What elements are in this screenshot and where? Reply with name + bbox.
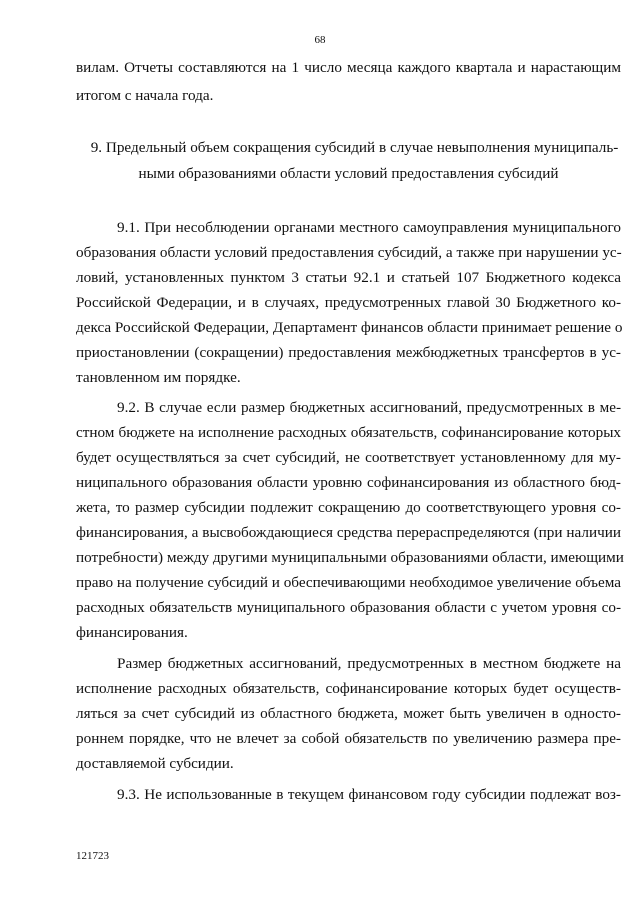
paragraph-9-2-line: стном бюджете на исполнение расходных обязательств, софинансирование которых (76, 424, 621, 441)
paragraph-size-line: ляться за счет субсидий из областного бюджета, может быть увеличен в односто- (76, 705, 621, 722)
paragraph-9-1-line: образования области условий предоставления субсидий, а также при нарушении ус- (76, 244, 622, 261)
paragraph-9-2-line: финансирования. (76, 624, 188, 641)
paragraph-9-2-line: право на получение субсидий и обеспечивающими необходимое увеличение объема (76, 574, 621, 591)
paragraph-size-line: доставляемой субсидии. (76, 755, 234, 772)
paragraph-9-2-line: финансирования, а высвобождающиеся средства перераспределяются (при наличии (76, 524, 621, 541)
section-heading-line: ными образованиями области условий предоставления субсидий (138, 165, 559, 182)
document-code: 121723 (76, 850, 109, 862)
paragraph-size-line: роннем порядке, что не влечет за собой обязательств по увеличению размера пре- (76, 730, 621, 747)
intro-line: итогом с начала года. (76, 87, 214, 104)
paragraph-9-2-line: жета, то размер субсидии подлежит сокращению до соответствующего уровня со- (76, 499, 621, 516)
page-number: 68 (314, 34, 326, 46)
paragraph-9-1-line: приостановлении (сокращении) предоставления межбюджетных трансфертов в ус- (76, 344, 621, 361)
paragraph-9-2-line: 9.2. В случае если размер бюджетных ассигнований, предусмотренных в ме- (117, 399, 621, 416)
paragraph-9-2-line: расходных обязательств муниципального образования области с учетом уровня со- (76, 599, 621, 616)
paragraph-9-3-line: 9.3. Не использованные в текущем финансовом году субсидии подлежат воз- (117, 786, 621, 803)
paragraph-9-1-line: ловий, установленных пунктом 3 статьи 92.1 и статьей 107 Бюджетного кодекса (76, 269, 621, 286)
paragraph-9-1-line: тановленном им порядке. (76, 369, 241, 386)
paragraph-9-1-line: Российской Федерации, и в случаях, предусмотренных главой 30 Бюджетного ко- (76, 294, 621, 311)
paragraph-9-1-line: декса Российской Федерации, Департамент финансов области принимает решение о (76, 319, 623, 336)
paragraph-size-line: исполнение расходных обязательств, софинансирование которых будет осуществ- (76, 680, 621, 697)
section-heading-line: 9. Предельный объем сокращения субсидий в случае невыполнения муниципаль- (90, 139, 619, 156)
paragraph-9-1-line: 9.1. При несоблюдении органами местного самоуправления муниципального (117, 219, 621, 236)
paragraph-size-line: Размер бюджетных ассигнований, предусмотренных в местном бюджете на (117, 655, 621, 672)
paragraph-9-2-line: ниципального образования области уровню софинансирования из областного бюд- (76, 474, 621, 491)
intro-line: вилам. Отчеты составляются на 1 число месяца каждого квартала и нарастающим (76, 59, 621, 76)
paragraph-9-2-line: будет осуществляться за счет субсидий, не соответствует установленному для му- (76, 449, 621, 466)
paragraph-9-2-line: потребности) между другими муниципальными образованиями области, имеющими (76, 549, 624, 566)
